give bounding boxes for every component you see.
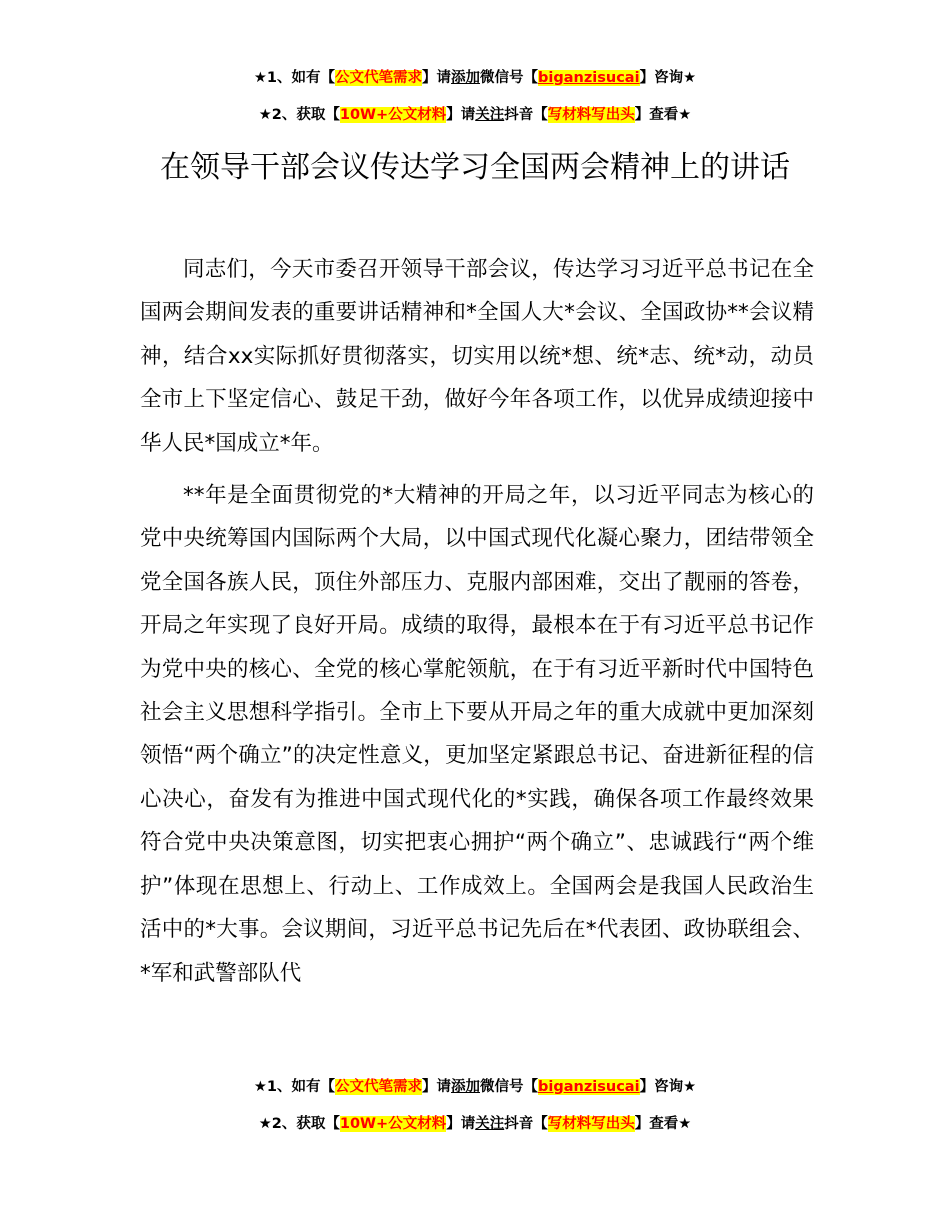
top-promo-banner [0, 68, 950, 125]
promo-text: ★1、如有【 [253, 1079, 336, 1095]
promo-highlight: 写材料写出头 [547, 107, 635, 123]
promo-text: 】咨询★ [639, 70, 697, 86]
body-paragraph: **年是全面贯彻党的*大精神的开局之年，以习近平同志为核心的党中央统筹国内国际两个大局，以中国式现代化凝心聚力，团结带领全党全国各族人民，顶住外部压力、克服内部困难，交出了靓丽的答卷，开局之年实现了良好开局。成绩的取得，最根本在于有习近平总书记作为党中央的核心、全党的核心掌舵领航，在于有习近平新时代中国特色社会主义思想科学指引。全市上下要从开局之年的重大成就中更加深刻领悟“两个确立”的决定性意义，更加坚定紧跟总书记、奋进新征程的信心决心，奋发有为推进中国式现代化的*实践，确保各项工作最终效果符合党中央决策意图，切实把衷心拥护“两个确立”、忠诚践行“两个维护”体现在思想上、行动上、工作成效上。全国两会是我国人民政治生活中的*大事。会议期间，习近平总书记先后在*代表团、政协联组会、*军和武警部队代 [140, 483, 814, 986]
promo-highlight: biganzisucai [538, 1079, 640, 1095]
promo-highlight: 10W+公文材料 [339, 1116, 447, 1132]
promo-text: ★1、如有【 [253, 70, 336, 86]
promo-line-1 [0, 1077, 950, 1097]
promo-text: ★2、获取【 [258, 107, 340, 123]
promo-underlined: 关注 [475, 1116, 505, 1132]
promo-text: 】请 [446, 1116, 476, 1132]
promo-line-2 [0, 105, 950, 125]
promo-text: 】查看★ [634, 107, 692, 123]
promo-underlined: 关注 [475, 107, 505, 123]
promo-line-2 [0, 1114, 950, 1134]
promo-highlight: biganzisucai [538, 70, 640, 86]
body-paragraph: 同志们，今天市委召开领导干部会议，传达学习习近平总书记在全国两会期间发表的重要讲话精神和*全国人大*会议、全国政协**会议精神，结合xx实际抓好贯彻落实，切实用以统*想、统*志、统*动，动员全市上下坚定信心、鼓足干劲，做好今年各项工作，以优异成绩迎接中华人民*国成立*年。 [140, 257, 814, 456]
promo-text: ★2、获取【 [258, 1116, 340, 1132]
promo-highlight: 公文代笔需求 [335, 1079, 423, 1095]
promo-text: 】请 [422, 70, 452, 86]
promo-text: 】咨询★ [639, 1079, 697, 1095]
promo-underlined: 添加 [451, 1079, 481, 1095]
promo-text: 】请 [422, 1079, 452, 1095]
promo-text: 】请 [446, 107, 476, 123]
promo-text: 微信号【 [480, 1079, 539, 1095]
promo-highlight: 公文代笔需求 [335, 70, 423, 86]
promo-text: 微信号【 [480, 70, 539, 86]
document-title: 在领导干部会议传达学习全国两会精神上的讲话 [160, 150, 790, 185]
promo-text: 】查看★ [634, 1116, 692, 1132]
document-body [140, 248, 814, 1004]
promo-highlight: 10W+公文材料 [339, 107, 447, 123]
promo-underlined: 添加 [451, 70, 481, 86]
promo-highlight: 写材料写出头 [547, 1116, 635, 1132]
promo-text: 抖音【 [504, 1116, 548, 1132]
promo-text: 抖音【 [504, 107, 548, 123]
promo-line-1 [0, 68, 950, 88]
bottom-promo-banner [0, 1077, 950, 1134]
